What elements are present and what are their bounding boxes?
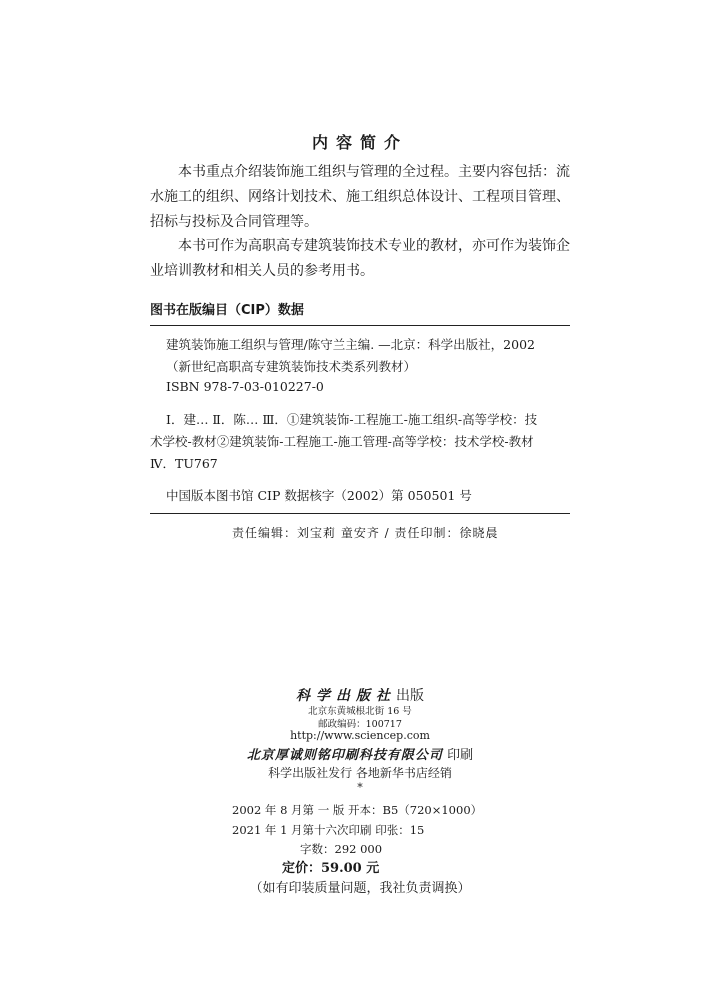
cip-subject-line-3: Ⅳ．TU767 [150, 456, 218, 471]
cip-subject-block [150, 409, 570, 475]
summary-title: 内容简介 [311, 133, 408, 152]
cip-series-line: （新世纪高职高专建筑装饰技术类系列教材） [166, 359, 417, 374]
word-count: 字数：292 000 [300, 842, 383, 856]
publisher-suffix: 出版 [396, 688, 424, 704]
publisher-postcode: 邮政编码：100717 [318, 719, 402, 730]
publisher-website: http://www.sciencep.com [290, 729, 430, 742]
cip-bottom-rule [150, 513, 570, 514]
edition-line: 2002 年 8 月第 一 版 开本：B5（720×1000） [232, 803, 483, 817]
distribution-line: 科学出版社发行 各地新华书店经销 [268, 766, 452, 780]
cip-heading: 图书在版编目（CIP）数据 [150, 303, 304, 318]
printer-line [0, 744, 720, 763]
separator-star: * [357, 781, 363, 794]
publisher-line [0, 685, 720, 705]
cip-subject-line-1: Ⅰ．建… Ⅱ．陈… Ⅲ．①建筑装饰-工程施工-施工组织-高等学校：技 [166, 412, 538, 427]
cip-top-rule [150, 325, 570, 326]
printer-name: 北京厚诚则铭印刷科技有限公司 [246, 748, 443, 763]
printer-suffix: 印刷 [447, 748, 474, 763]
cip-title-line: 建筑装饰施工组织与管理/陈守兰主编. —北京：科学出版社，2002 [166, 337, 535, 352]
summary-paragraph-1: 本书重点介绍装饰施工组织与管理的全过程。主要内容包括：流水施工的组织、网络计划技术、施工组织总体设计、工程项目管理、招标与投标及合同管理等。 [150, 164, 570, 230]
cip-isbn-line: ISBN 978-7-03-010227-0 [166, 379, 324, 394]
responsible-editors: 责任编辑：刘宝莉 童安齐 / 责任印制：徐晓晨 [232, 526, 499, 540]
publisher-address: 北京东黄城根北街 16 号 [308, 706, 412, 717]
publisher-name: 科学出版社 [296, 688, 396, 704]
quality-note: （如有印装质量问题，我社负责调换） [249, 881, 471, 896]
cip-data-number: 中国版本图书馆 CIP 数据核字（2002）第 050501 号 [166, 488, 472, 503]
cip-subject-line-2: 术学校-教材②建筑装饰-工程施工-施工管理-高等学校：技术学校-教材 [150, 434, 534, 449]
summary-paragraph-2: 本书可作为高职高专建筑装饰技术专业的教材，亦可作为装饰企业培训教材和相关人员的参考用书。 [150, 238, 570, 279]
price: 定价：59.00 元 [282, 861, 380, 876]
printing-line: 2021 年 1 月第十六次印刷 印张：15 [232, 823, 425, 837]
